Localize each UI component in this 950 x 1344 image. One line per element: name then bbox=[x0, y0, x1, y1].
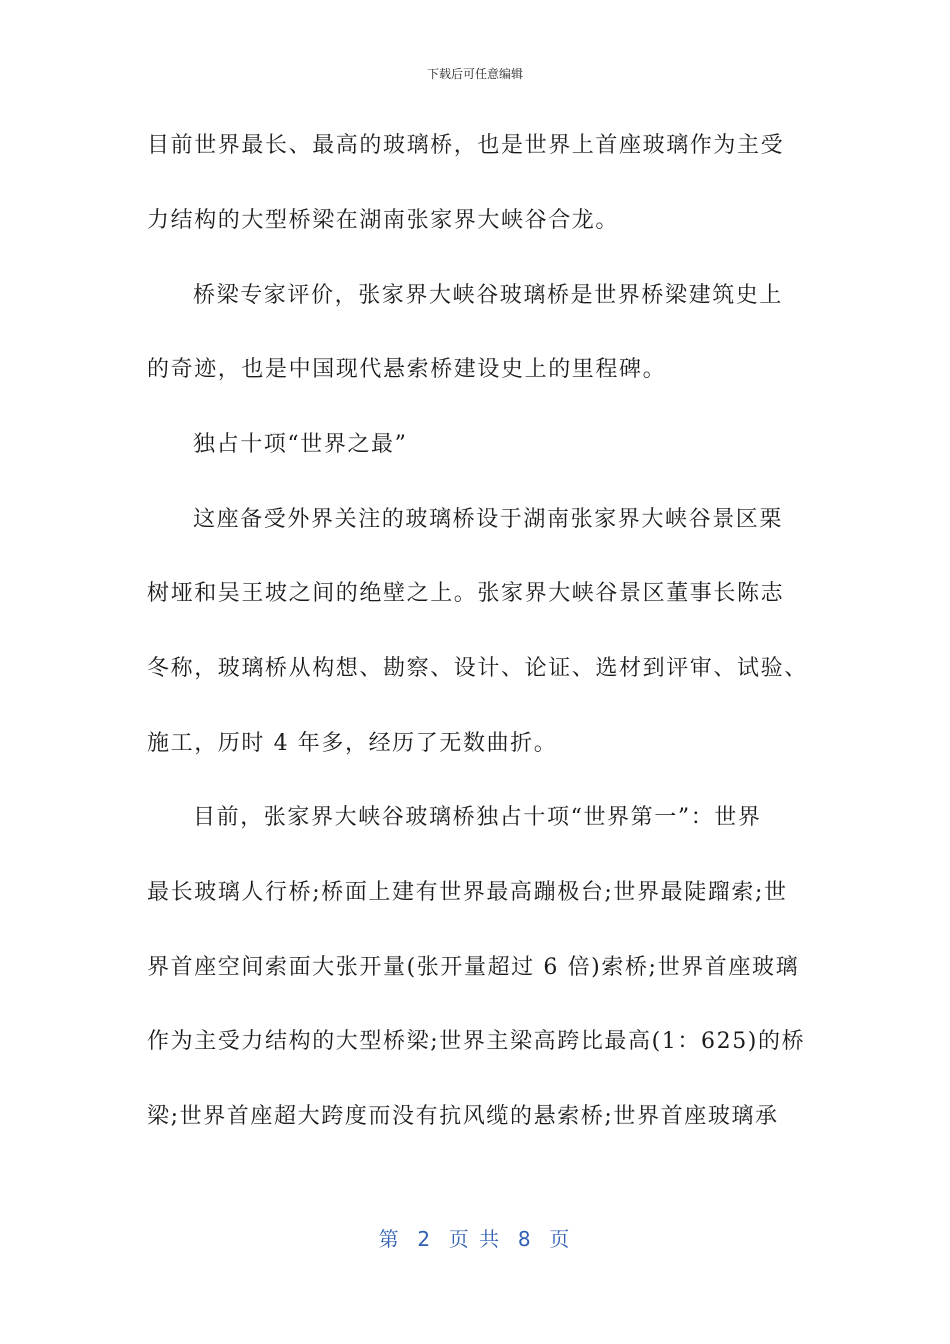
section-heading: 独占十项“世界之最” bbox=[193, 432, 408, 457]
body-line-14: 梁;世界首座超大跨度而没有抗风缆的悬索桥;世界首座玻璃承 bbox=[147, 1104, 779, 1129]
page-header: 下载后可任意编辑 bbox=[426, 67, 523, 81]
body-line-1: 目前世界最长、最高的玻璃桥，也是世界上首座玻璃作为主受 bbox=[147, 133, 785, 158]
body-line-7: 树垭和吴王坡之间的绝壁之上。张家界大峡谷景区董事长陈志 bbox=[147, 581, 785, 606]
page-number-footer: 第 2 页 共 8 页 bbox=[378, 1227, 572, 1251]
body-line-12: 界首座空间索面大张开量(张开量超过 6 倍)索桥;世界首座玻璃 bbox=[147, 955, 800, 980]
body-line-6: 这座备受外界关注的玻璃桥设于湖南张家界大峡谷景区栗 bbox=[193, 507, 784, 532]
body-line-10: 目前，张家界大峡谷玻璃桥独占十项“世界第一”：世界 bbox=[193, 805, 762, 830]
body-line-13: 作为主受力结构的大型桥梁;世界主梁高跨比最高(1：625)的桥 bbox=[147, 1029, 806, 1054]
body-line-8: 冬称，玻璃桥从构想、勘察、设计、论证、选材到评审、试验、 bbox=[147, 656, 808, 681]
body-line-2: 力结构的大型桥梁在湖南张家界大峡谷合龙。 bbox=[147, 208, 620, 233]
body-line-3: 桥梁专家评价，张家界大峡谷玻璃桥是世界桥梁建筑史上 bbox=[193, 283, 784, 308]
body-line-11: 最长玻璃人行桥;桥面上建有世界最高蹦极台;世界最陡蹓索;世 bbox=[147, 880, 788, 905]
body-line-9: 施工，历时 4 年多，经历了无数曲折。 bbox=[147, 731, 558, 756]
body-line-4: 的奇迹，也是中国现代悬索桥建设史上的里程碑。 bbox=[147, 357, 667, 382]
